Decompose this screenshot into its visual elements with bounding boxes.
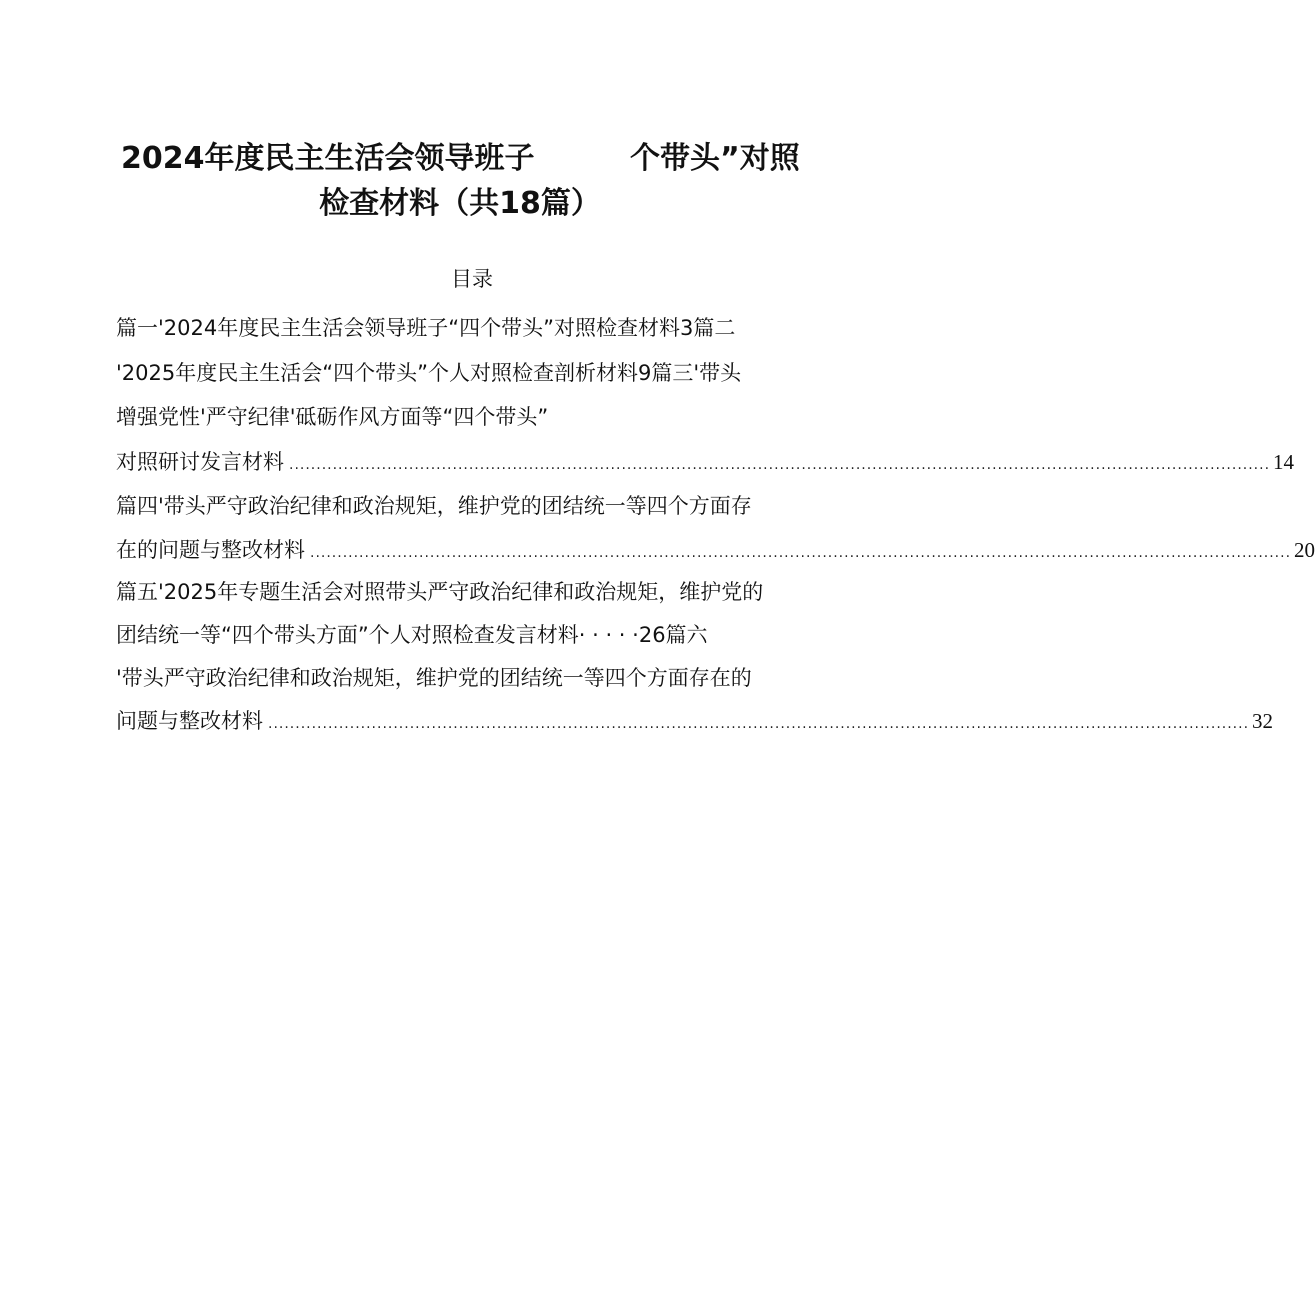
toc-entry-title: 问题与整改材料 (116, 709, 263, 733)
toc-page-number: 20 (1294, 538, 1315, 562)
toc-line-text: 团结统一等“四个带头方面”个人对照检查发言材料· · · · ·26篇六 (116, 623, 708, 647)
toc-page-number: 32 (1252, 709, 1274, 733)
toc-entry[interactable] (116, 706, 1274, 739)
toc-line-text: 增强党性'严守纪律'砥砺作风方面等“四个带头” (116, 405, 549, 429)
toc-entry-title: 在的问题与整改材料 (116, 538, 305, 562)
toc-line[interactable] (116, 491, 828, 521)
toc-entry[interactable] (116, 535, 1315, 568)
toc-line-text: 篇四'带头严守政治纪律和政治规矩，维护党的团结统一等四个方面存 (116, 494, 752, 518)
toc-entry-title: 对照研讨发言材料 (116, 450, 284, 474)
toc-line-text: 篇五'2025年专题生活会对照带头严守政治纪律和政治规矩，维护党的 (116, 580, 764, 604)
toc-leader-dots: .................................................................................................................................................................................... (268, 716, 1250, 732)
toc-line-text: '带头严守政治纪律和政治规矩，维护党的团结统一等四个方面存在的 (116, 666, 752, 690)
toc-leader-dots: .................................................................................................................................................................................... (289, 457, 1271, 473)
toc-line[interactable] (116, 313, 828, 343)
title-line-1-left: 2024年度民主生活会领导班子 (121, 141, 535, 176)
toc-line[interactable] (116, 402, 828, 432)
toc-line-text: 篇一'2024年度民主生活会领导班子“四个带头”对照检查材料3篇二 (116, 316, 736, 340)
toc-line[interactable] (116, 358, 828, 388)
title-line-1-right: 个带头”对照 (630, 141, 800, 176)
toc-line-text: '2025年度民主生活会“四个带头”个人对照检查剖析材料9篇三'带头 (116, 361, 742, 385)
toc-line[interactable] (116, 620, 828, 650)
toc-heading: 目录 (451, 267, 493, 291)
toc-entry[interactable] (116, 447, 1295, 480)
toc-leader-dots: .................................................................................................................................................................................... (310, 545, 1292, 561)
toc-line[interactable] (116, 577, 828, 607)
toc-page-number: 14 (1273, 450, 1295, 474)
title-line-2: 检查材料（共18篇） (319, 186, 601, 221)
toc-line[interactable] (116, 663, 828, 693)
